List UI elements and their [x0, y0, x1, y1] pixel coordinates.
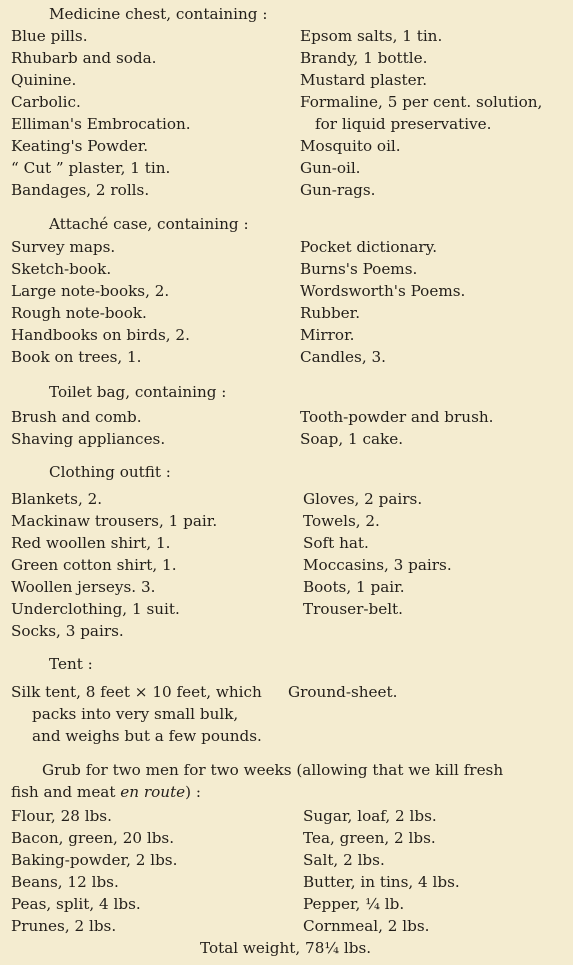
list-item: Formaline, 5 per cent. solution,: [300, 93, 543, 111]
list-item: Rhubarb and soda.: [11, 49, 157, 67]
list-item: Burns's Poems.: [300, 260, 418, 278]
list-item: Beans, 12 lbs.: [11, 873, 119, 891]
list-item: Shaving appliances.: [11, 430, 166, 448]
list-item: Book on trees, 1.: [11, 348, 142, 366]
list-item: Epsom salts, 1 tin.: [300, 27, 443, 45]
list-item: and weighs but a few pounds.: [32, 727, 262, 745]
list-item: Survey maps.: [11, 238, 116, 256]
list-item: Brandy, 1 bottle.: [300, 49, 428, 67]
list-item: Mackinaw trousers, 1 pair.: [11, 512, 218, 530]
list-item: Peas, split, 4 lbs.: [11, 895, 141, 913]
section-heading-attache-case: Attaché case, containing :: [49, 215, 249, 233]
heading-text: fish and meat: [11, 783, 121, 801]
list-item: Boots, 1 pair.: [303, 578, 405, 596]
list-item: Carbolic.: [11, 93, 81, 111]
list-item: Pocket dictionary.: [300, 238, 438, 256]
list-item: Blue pills.: [11, 27, 88, 45]
section-heading-grub-continued: [11, 782, 201, 802]
section-heading-toilet-bag: Toilet bag, containing :: [49, 383, 227, 401]
list-item: Sketch-book.: [11, 260, 112, 278]
list-item: Butter, in tins, 4 lbs.: [303, 873, 460, 891]
list-item: Blankets, 2.: [11, 490, 103, 508]
list-item: Large note-books, 2.: [11, 282, 170, 300]
list-item: Wordsworth's Poems.: [300, 282, 466, 300]
list-item: Woollen jerseys. 3.: [11, 578, 156, 596]
list-item: Elliman's Embrocation.: [11, 115, 191, 133]
list-item: Gloves, 2 pairs.: [303, 490, 423, 508]
list-item: Baking-powder, 2 lbs.: [11, 851, 178, 869]
list-item: Rough note-book.: [11, 304, 147, 322]
list-item: Socks, 3 pairs.: [11, 622, 124, 640]
list-item: Prunes, 2 lbs.: [11, 917, 117, 935]
list-item: Mosquito oil.: [300, 137, 401, 155]
list-item: Handbooks on birds, 2.: [11, 326, 190, 344]
section-heading-clothing-outfit: Clothing outfit :: [49, 463, 171, 481]
list-item: Salt, 2 lbs.: [303, 851, 385, 869]
list-item: Trouser-belt.: [303, 600, 403, 618]
list-item: Gun-oil.: [300, 159, 361, 177]
list-item: Tea, green, 2 lbs.: [303, 829, 436, 847]
list-item: Towels, 2.: [303, 512, 380, 530]
list-item: Bandages, 2 rolls.: [11, 181, 150, 199]
section-heading-tent: Tent :: [49, 655, 93, 673]
list-item: Mustard plaster.: [300, 71, 428, 89]
list-item: Mirror.: [300, 326, 355, 344]
heading-italic-text: en route: [120, 783, 186, 801]
section-heading-medicine-chest: Medicine chest, containing :: [49, 5, 268, 23]
list-item: Bacon, green, 20 lbs.: [11, 829, 175, 847]
total-weight: Total weight, 78¼ lbs.: [200, 939, 372, 957]
list-item: Candles, 3.: [300, 348, 386, 366]
list-item: Soap, 1 cake.: [300, 430, 404, 448]
list-item: Brush and comb.: [11, 408, 142, 426]
list-item: Keating's Powder.: [11, 137, 149, 155]
list-item: “ Cut ” plaster, 1 tin.: [11, 159, 171, 177]
list-item: Silk tent, 8 feet × 10 feet, which: [11, 683, 262, 701]
list-item: Soft hat.: [303, 534, 369, 552]
section-heading-grub: [42, 760, 503, 780]
list-item: Sugar, loaf, 2 lbs.: [303, 807, 437, 825]
list-item: packs into very small bulk,: [32, 705, 239, 723]
list-item: Red woollen shirt, 1.: [11, 534, 171, 552]
list-item: Rubber.: [300, 304, 361, 322]
heading-text: ) :: [185, 783, 202, 801]
list-item: Underclothing, 1 suit.: [11, 600, 180, 618]
list-item: Ground-sheet.: [288, 683, 398, 701]
list-item: Quinine.: [11, 71, 77, 89]
list-item: for liquid preservative.: [315, 115, 492, 133]
list-item: Cornmeal, 2 lbs.: [303, 917, 430, 935]
list-item: Green cotton shirt, 1.: [11, 556, 177, 574]
list-item: Pepper, ¼ lb.: [303, 895, 405, 913]
list-item: Flour, 28 lbs.: [11, 807, 112, 825]
list-item: Tooth-powder and brush.: [300, 408, 494, 426]
list-item: Gun-rags.: [300, 181, 376, 199]
list-item: Moccasins, 3 pairs.: [303, 556, 452, 574]
heading-line: Grub for two men for two weeks (allowing that we kill fresh: [42, 761, 504, 779]
